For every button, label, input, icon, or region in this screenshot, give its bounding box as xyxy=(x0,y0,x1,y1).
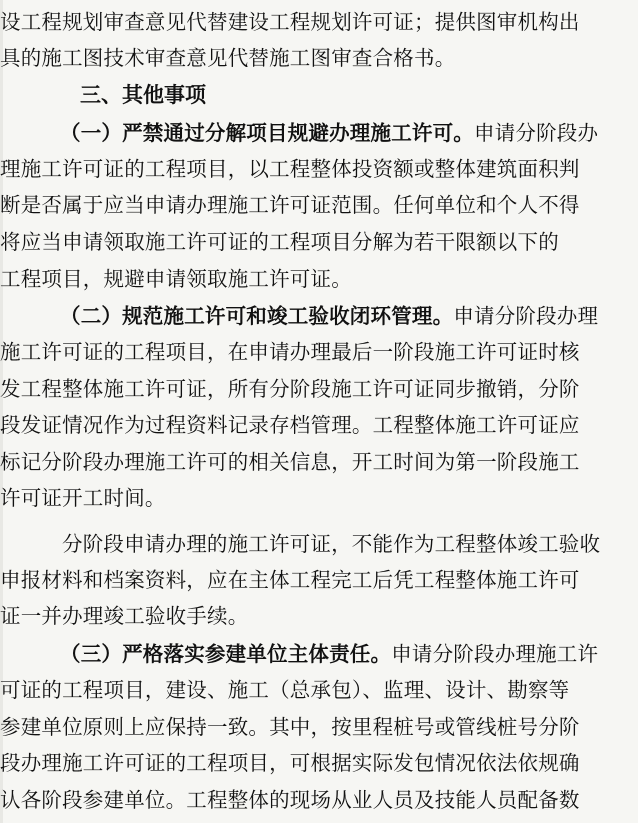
text-line: 断是否属于应当申请办理施工许可证范围。任何单位和个人不得 xyxy=(0,193,580,217)
text-line: 设工程规划审查意见代替建设工程规划许可证；提供图审机构出 xyxy=(0,10,580,34)
text-line: 将应当申请领取施工许可证的工程项目分解为若干限额以下的 xyxy=(0,230,559,254)
text-line: 认各阶段参建单位。工程整体的现场从业人员及技能人员配备数 xyxy=(0,788,580,812)
text-line: 理施工许可证的工程项目，以工程整体投资额或整体建筑面积判 xyxy=(0,157,580,181)
section-heading: 三、其他事项 xyxy=(80,83,206,107)
text-line: 发工程整体施工许可证，所有分阶段施工许可证同步撤销，分阶 xyxy=(0,377,580,401)
text-line: 具的施工图技术审查意见代替施工图审查合格书。 xyxy=(0,46,456,70)
text-line: 参建单位原则上应保持一致。其中，按里程桩号或管线桩号分阶 xyxy=(0,715,580,739)
paragraph-first-line xyxy=(0,635,638,673)
text-line: 申报材料和档案资料，应在主体工程完工后凭工程整体施工许可 xyxy=(0,568,580,592)
text-line: 标记分阶段办理施工许可的相关信息，开工时间为第一阶段施工 xyxy=(0,450,580,474)
text-line: 段发证情况作为过程资料记录存档管理。工程整体施工许可证应 xyxy=(0,413,580,437)
paragraph-lead: （一）严禁通过分解项目规避办理施工许可。 xyxy=(60,121,474,145)
text-line: 工程项目，规避申请领取施工许可证。 xyxy=(0,267,352,291)
paragraph-text: 申请分阶段办理 xyxy=(453,304,599,328)
paragraph-first-line xyxy=(0,297,638,335)
paragraph-lead: （二）规范施工许可和竣工验收闭环管理。 xyxy=(60,304,454,328)
text-line: 证一并办理竣工验收手续。 xyxy=(0,604,249,628)
paragraph-text: 申请分阶段办理施工许 xyxy=(391,642,599,666)
paragraph-lead: （三）严格落实参建单位主体责任。 xyxy=(60,642,392,666)
text-line: 分阶段申请办理的施工许可证，不能作为工程整体竣工验收 xyxy=(62,532,601,556)
text-line: 许可证开工时间。 xyxy=(0,486,166,510)
text-line: 施工许可证的工程项目，在申请办理最后一阶段施工许可证时核 xyxy=(0,340,580,364)
text-line: 可证的工程项目，建设、施工（总承包）、监理、设计、勘察等 xyxy=(0,678,570,702)
paragraph-text: 申请分阶段办 xyxy=(474,121,599,145)
paragraph-first-line xyxy=(0,114,638,152)
text-line: 段办理施工许可证的工程项目，可根据实际发包情况依法依规确 xyxy=(0,751,580,775)
